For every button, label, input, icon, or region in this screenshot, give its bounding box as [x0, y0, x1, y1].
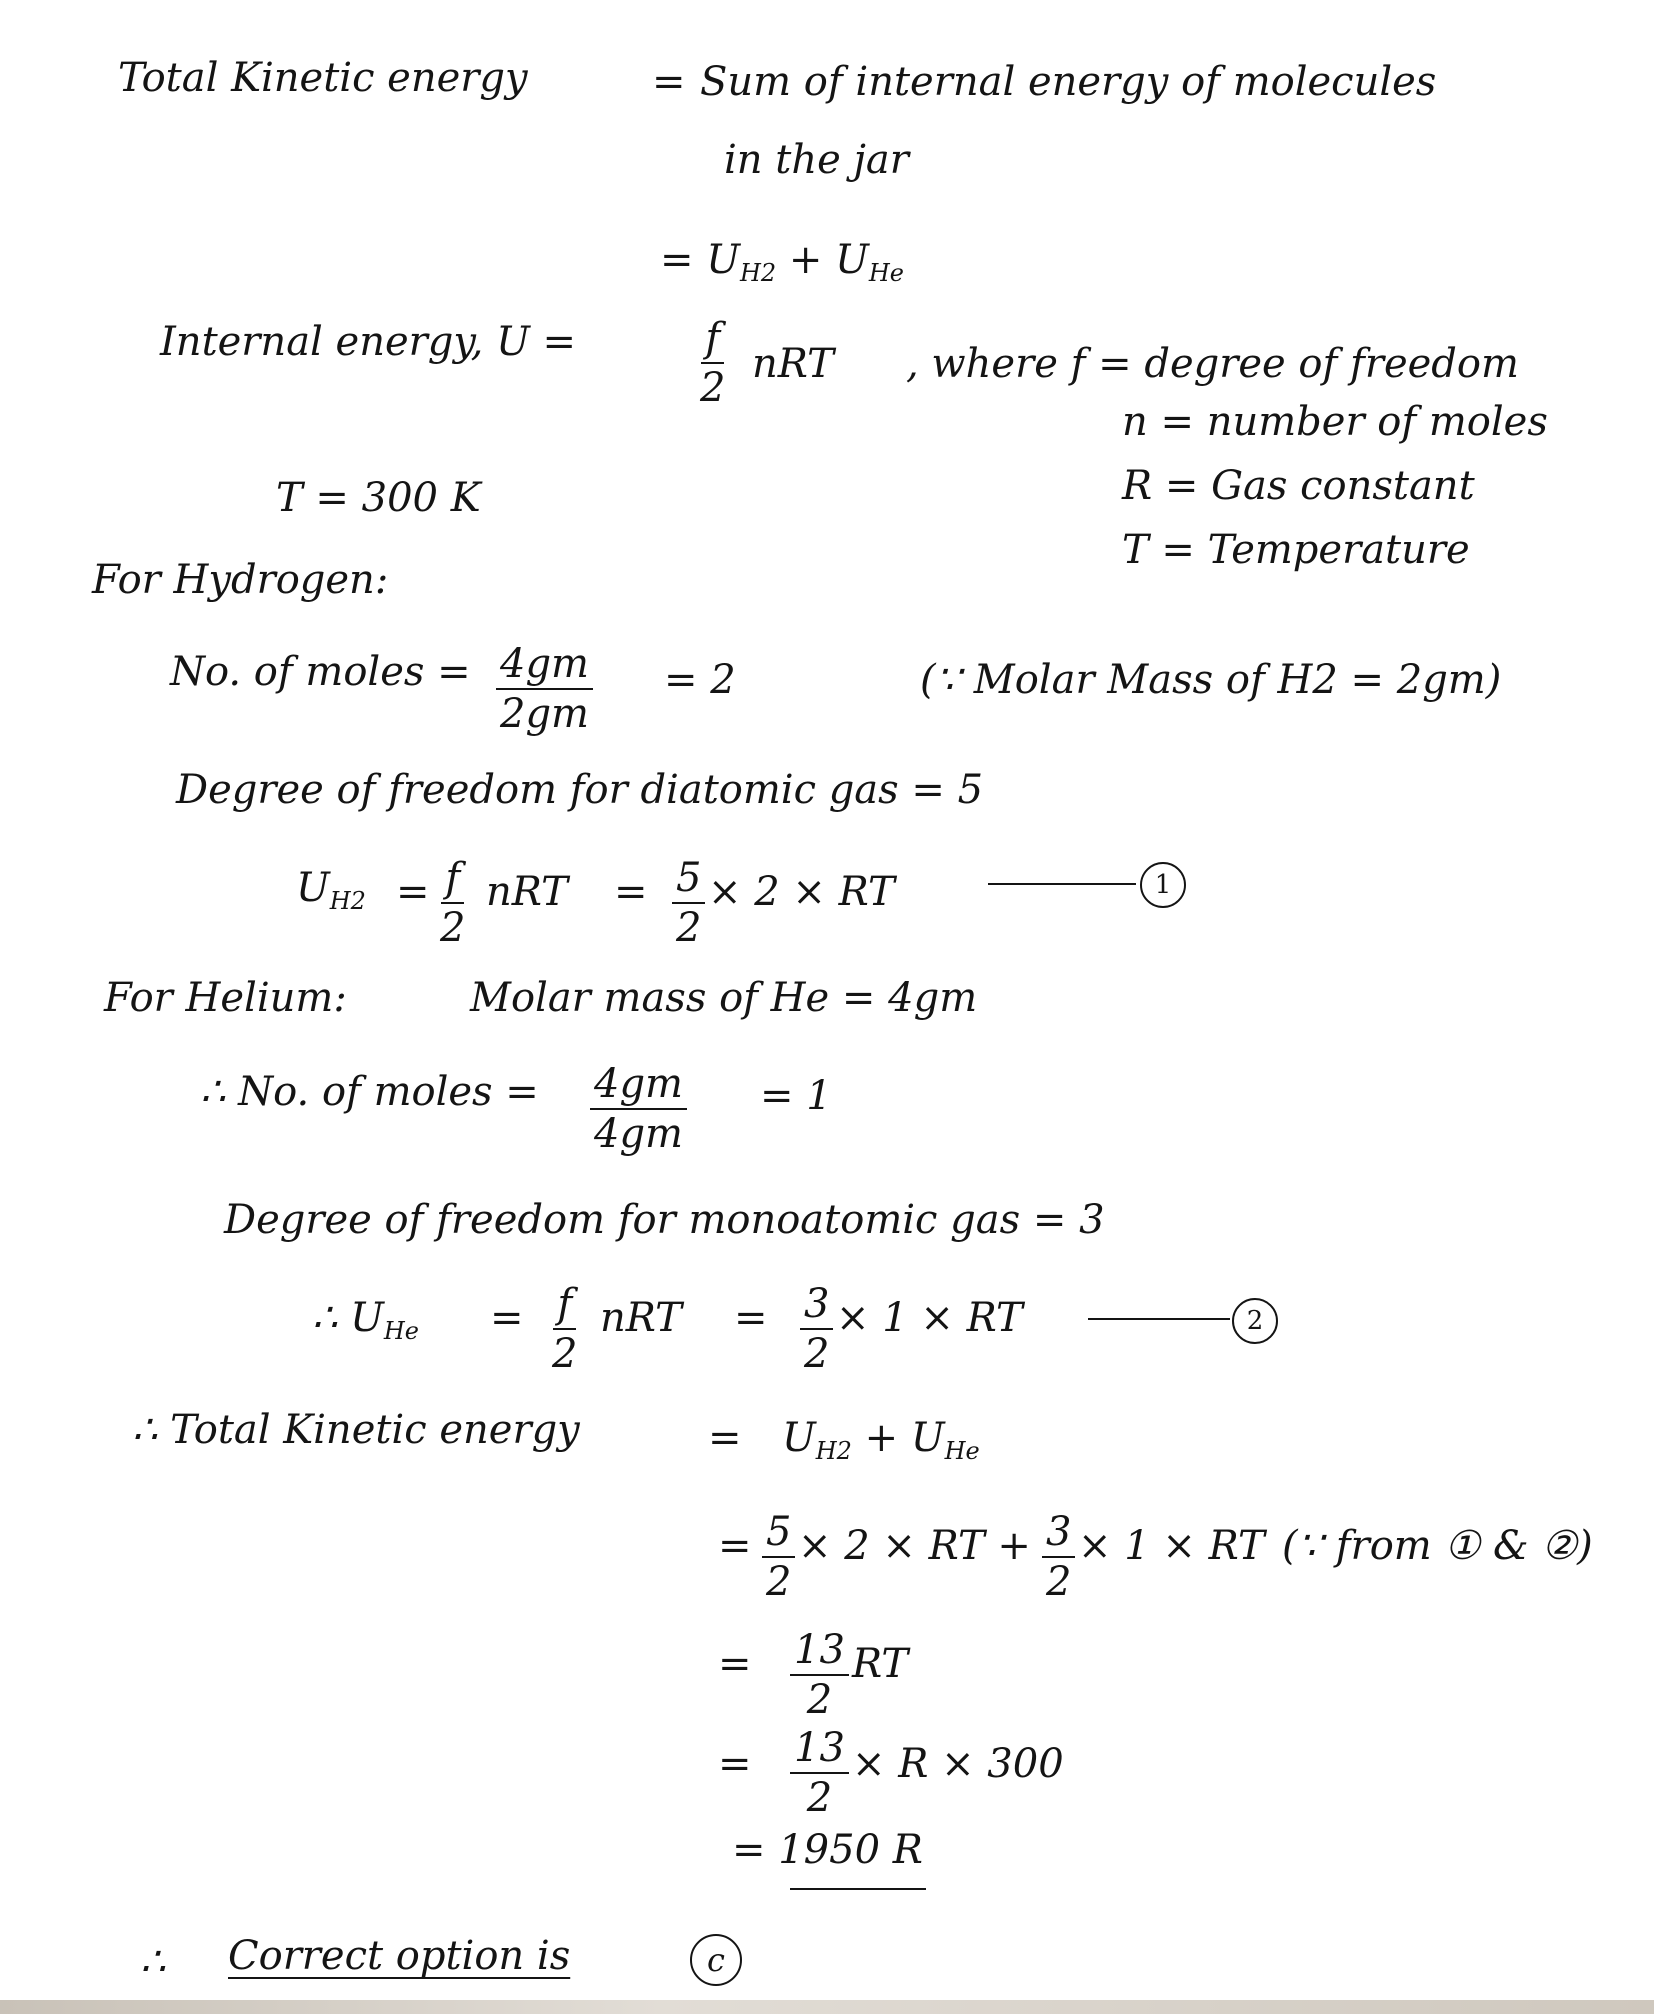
he-moles-result: = 1 — [760, 1073, 832, 1119]
equation-tag-1: 1 — [1140, 862, 1186, 908]
step3-expression: × R × 300 — [852, 1741, 1064, 1787]
final-result: = 1950 R — [732, 1827, 923, 1873]
where-degree-of-freedom: , where f = degree of freedom — [906, 341, 1519, 387]
correct-option-text: Correct option is — [228, 1933, 571, 1979]
sum-internal-energy-text-cont: in the jar — [724, 137, 909, 183]
therefore-symbol: ∴ — [140, 1939, 166, 1985]
total-ke-label: Total Kinetic energy — [118, 55, 528, 101]
h2-moles-label: No. of moles = — [170, 649, 471, 695]
u-h2-label: $U_{H2}$ — [296, 865, 366, 915]
equals-sign: = — [718, 1741, 752, 1787]
total-ke-label: ∴ Total Kinetic energy — [132, 1407, 580, 1453]
equals-sign: = — [708, 1415, 742, 1461]
helium-heading: For Helium: — [104, 975, 347, 1021]
equals-sign: = — [718, 1641, 752, 1687]
h2-moles-fraction: $\frac{4gm}{2gm}$ — [496, 644, 593, 734]
result-underline — [790, 1888, 926, 1890]
thirteen-over-2-fraction: $\frac{13}{2}$ — [790, 1728, 849, 1818]
h2-molar-mass-note: (∵ Molar Mass of H2 = 2gm) — [920, 657, 1502, 703]
thirteen-over-2-fraction: $\frac{13}{2}$ — [790, 1630, 849, 1720]
he-molar-mass: Molar mass of He = 4gm — [470, 975, 978, 1021]
t-definition: T = Temperature — [1122, 527, 1470, 573]
equals-sign: = — [490, 1295, 524, 1341]
equals-sign: = — [614, 869, 648, 915]
u-h2-expression: × 2 × RT — [708, 869, 895, 915]
step1-first-term: × 2 × RT + — [798, 1523, 1031, 1569]
five-over-2-fraction: $\frac{5}{2}$ — [762, 1512, 795, 1602]
h2-degree-of-freedom: Degree of freedom for diatomic gas = 5 — [176, 767, 984, 813]
three-over-2-fraction: $\frac{3}{2}$ — [800, 1284, 833, 1374]
f-over-2-fraction: $\frac{f}{2}$ — [700, 315, 726, 411]
total-u-sum: $U_{H2} + U_{He}$ — [782, 1415, 980, 1465]
correct-option-circle: c — [690, 1934, 742, 1986]
hydrogen-heading: For Hydrogen: — [92, 557, 389, 603]
equals-sign: = — [396, 869, 430, 915]
sum-internal-energy-text: Sum of internal energy of molecules — [700, 59, 1437, 105]
sum-expression: = $U_{H2} + U_{He}$ — [660, 237, 904, 287]
paper-edge — [0, 2000, 1654, 2014]
three-over-2-fraction: $\frac{3}{2}$ — [1042, 1512, 1075, 1602]
he-degree-of-freedom: Degree of freedom for monoatomic gas = 3 — [224, 1197, 1105, 1243]
equals-sign: = — [652, 59, 686, 105]
step1-second-term: × 1 × RT — [1078, 1523, 1265, 1569]
h2-moles-result: = 2 — [664, 657, 736, 703]
he-moles-label: ∴ No. of moles = — [200, 1069, 539, 1115]
equation-tag-line — [988, 883, 1136, 885]
step2-rt: RT — [852, 1641, 909, 1687]
internal-energy-label: Internal energy, U = — [160, 319, 577, 365]
nrt-term: nRT — [752, 341, 834, 387]
nrt-term: nRT — [486, 869, 568, 915]
n-definition: n = number of moles — [1122, 399, 1548, 445]
from-equations-note: (∵ from ① & ②) — [1282, 1523, 1593, 1569]
equals-sign: = — [734, 1295, 768, 1341]
u-he-label: ∴ $U_{He}$ — [312, 1295, 420, 1345]
f-over-2-fraction: $\frac{f}{2}$ — [552, 1281, 578, 1377]
u-he-expression: × 1 × RT — [836, 1295, 1023, 1341]
nrt-term: nRT — [600, 1295, 682, 1341]
r-definition: R = Gas constant — [1122, 463, 1475, 509]
equals-sign: = — [718, 1523, 752, 1569]
temperature-value: T = 300 K — [276, 475, 481, 521]
he-moles-fraction: $\frac{4gm}{4gm}$ — [590, 1064, 687, 1154]
f-over-2-fraction: $\frac{f}{2}$ — [440, 855, 466, 951]
five-over-2-fraction: $\frac{5}{2}$ — [672, 858, 705, 948]
equation-tag-2: 2 — [1232, 1298, 1278, 1344]
equation-tag-line — [1088, 1318, 1230, 1320]
